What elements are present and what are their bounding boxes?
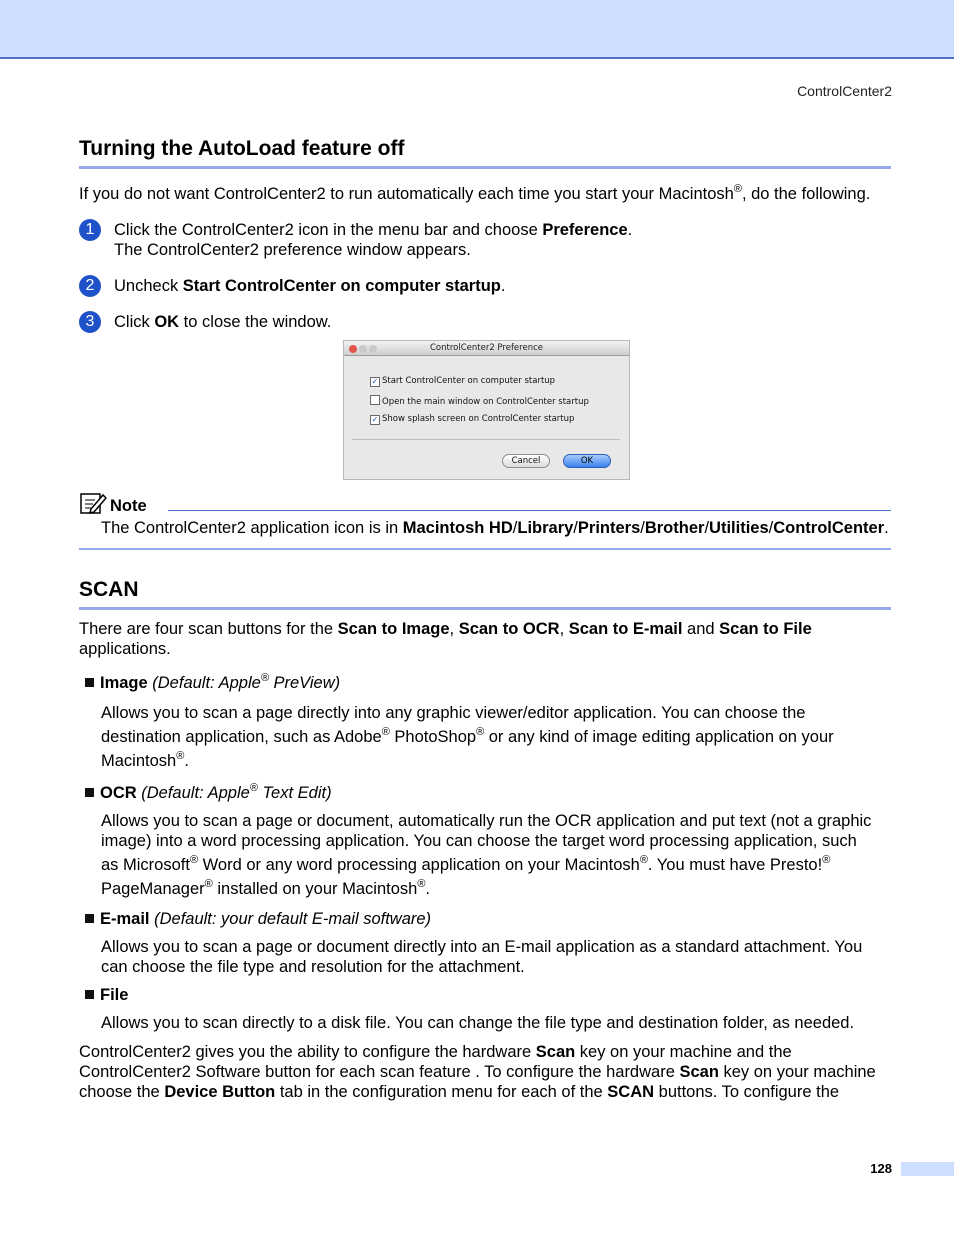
step-text: Click OK to close the window. [114, 313, 332, 331]
step-text: Uncheck Start ControlCenter on computer startup. [114, 277, 506, 295]
step-number-badge: 1 [79, 219, 101, 241]
cancel-button[interactable]: Cancel [502, 454, 550, 468]
checkbox-show-splash[interactable]: ✓ Show splash screen on ControlCenter startup [371, 414, 575, 424]
zoom-light-icon[interactable] [369, 345, 377, 353]
note-bottom-rule [79, 548, 891, 550]
checkmark-icon[interactable]: ✓ [371, 415, 379, 424]
section-heading-scan: SCAN [79, 577, 891, 610]
note-top-rule [168, 510, 891, 511]
preference-dialog [343, 340, 630, 480]
running-header: ControlCenter2 [797, 83, 892, 99]
dialog-title: ControlCenter2 Preference [429, 343, 543, 353]
bullet-file: File [85, 985, 885, 1005]
step-text: Click the ControlCenter2 icon in the menu bar and choose Preference. The ControlCenter2 preference window appears. [114, 221, 633, 259]
close-light-icon[interactable] [349, 345, 357, 353]
minimize-light-icon[interactable] [359, 345, 367, 353]
ok-button[interactable]: OK [563, 454, 611, 468]
bullet-square-icon [85, 788, 94, 797]
bullet-square-icon [85, 914, 94, 923]
step-number-badge: 3 [79, 311, 101, 333]
step-number-badge: 2 [79, 275, 101, 297]
bullet-square-icon [85, 990, 94, 999]
page-tab-marker [901, 1162, 954, 1176]
section-heading-autoload: Turning the AutoLoad feature off [79, 136, 891, 169]
intro-paragraph: If you do not want ControlCenter2 to run automatically each time you start your Macintosh®, do the following. [79, 183, 871, 203]
image-description: Allows you to scan a page directly into any graphic viewer/editor application. You can choose the destination application, such as Adobe® PhotoShop® or any kind of image editing application on your Macintosh®. [101, 704, 834, 770]
file-description: Allows you to scan directly to a disk file. You can change the file type and destination folder, as needed. [101, 1014, 855, 1032]
scan-intro: There are four scan buttons for the Scan to Image, Scan to OCR, Scan to E-mail and Scan to File applications. [79, 620, 812, 658]
bullet-square-icon [85, 678, 94, 687]
checkbox-start-on-startup[interactable]: ✓ Start ControlCenter on computer startup [371, 376, 556, 386]
note-text: The ControlCenter2 application icon is in Macintosh HD/Library/Printers/Brother/Utilities/ControlCenter. [101, 519, 889, 537]
bullet-ocr: OCR (Default: Apple® Text Edit) [85, 783, 885, 803]
checkmark-icon[interactable]: ✓ [371, 377, 379, 386]
bullet-email: E-mail (Default: your default E-mail software) [85, 909, 885, 929]
bullet-image: Image (Default: Apple® PreView) [85, 673, 885, 693]
dialog-titlebar [344, 341, 629, 356]
note-pencil-icon [79, 491, 107, 515]
checkbox-empty-icon[interactable] [370, 395, 380, 405]
ocr-description: Allows you to scan a page or document, automatically run the OCR application and put text (not a graphic image) into a word processing application. You can choose the target word processing application, such as Microsoft® Word or any word processing application on your Macintosh®. You must have Presto!® PageManager® installed on your Macintosh®. [101, 812, 872, 898]
email-description: Allows you to scan a page or document directly into an E-mail application as a standard attachment. You can choose the file type and resolution for the attachment. [101, 938, 863, 976]
header-band [0, 0, 954, 59]
note-label: Note [110, 497, 147, 515]
page-number: 128 [870, 1161, 892, 1176]
dialog-separator [352, 439, 620, 440]
checkbox-open-main-window[interactable]: Open the main window on ControlCenter startup [370, 395, 589, 407]
closing-paragraph: ControlCenter2 gives you the ability to configure the hardware Scan key on your machine and the ControlCenter2 Software button for each scan feature . To configure the hardware Scan key on your machine choose the Device Button tab in the configuration menu for each of the SCAN buttons. To configure the [79, 1043, 876, 1101]
